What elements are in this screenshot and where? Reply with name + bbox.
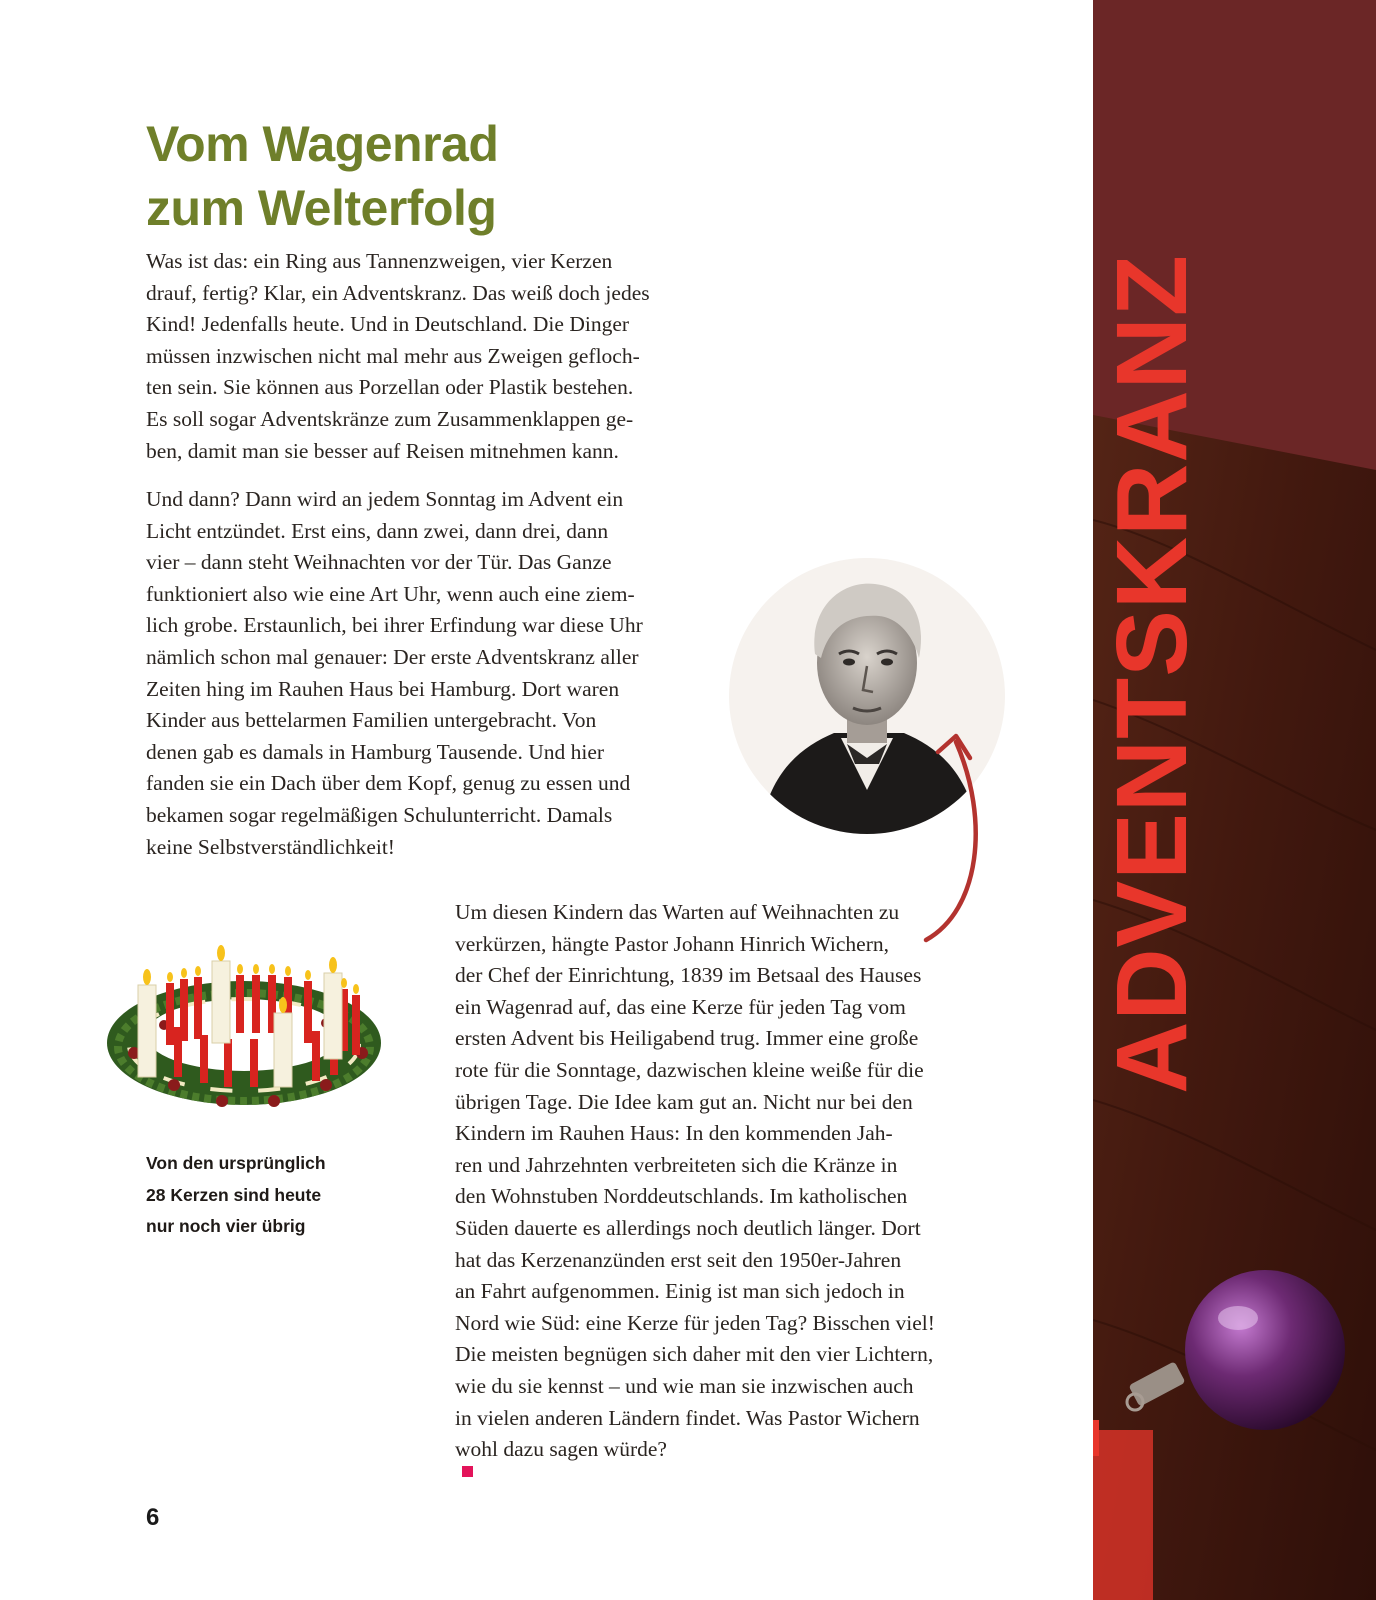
text-line: der Chef der Einrichtung, 1839 im Betsaal des Hauses bbox=[455, 963, 922, 988]
side-title: ADVENTSKRANZ bbox=[1096, 254, 1208, 1094]
page-number: 6 bbox=[146, 1504, 160, 1531]
article-headline bbox=[146, 112, 498, 240]
caption-line: Von den ursprünglich bbox=[146, 1153, 326, 1173]
text-line: Licht entzündet. Erst eins, dann zwei, dann drei, dann bbox=[146, 518, 609, 543]
text-line: lich grobe. Erstaunlich, bei ihrer Erfindung war diese Uhr bbox=[146, 613, 643, 638]
text-line: rote für die Sonntage, dazwischen kleine weiße für die bbox=[455, 1057, 924, 1082]
text-line: Nord wie Süd: eine Kerze für jeden Tag? Bisschen viel! bbox=[455, 1310, 935, 1335]
text-line: vier – dann steht Weihnachten vor der Tür. Das Ganze bbox=[146, 550, 612, 575]
text-line: Süden dauerte es allerdings noch deutlich länger. Dort bbox=[455, 1215, 921, 1240]
text-line: Es soll sogar Adventskränze zum Zusammenklappen ge- bbox=[146, 406, 634, 431]
text-line: drauf, fertig? Klar, ein Adventskranz. Das weiß doch jedes bbox=[146, 280, 650, 305]
text-line: ben, damit man sie besser auf Reisen mitnehmen kann. bbox=[146, 438, 619, 463]
paragraph-intro bbox=[146, 246, 650, 467]
text-line: ersten Advent bis Heiligabend trug. Immer eine große bbox=[455, 1026, 919, 1051]
text-line: Kind! Jedenfalls heute. Und in Deutschland. Die Dinger bbox=[146, 312, 630, 337]
text-line: bekamen sogar regelmäßigen Schulunterricht. Damals bbox=[146, 802, 613, 827]
text-line: funktioniert also wie eine Art Uhr, wenn auch eine ziem- bbox=[146, 581, 635, 606]
text-line: verkürzen, hängte Pastor Johann Hinrich Wichern, bbox=[455, 931, 889, 956]
text-line: fanden sie ein Dach über dem Kopf, genug zu essen und bbox=[146, 771, 631, 796]
text-line: hat das Kerzenanzünden erst seit den 1950er-Jahren bbox=[455, 1247, 902, 1272]
text-line: ten sein. Sie können aus Porzellan oder Plastik bestehen. bbox=[146, 375, 634, 400]
text-line: wie du sie kennst – und wie man sie inzwischen auch bbox=[455, 1373, 914, 1398]
text-line: Und dann? Dann wird an jedem Sonntag im Advent ein bbox=[146, 487, 624, 511]
text-line: müssen inzwischen nicht mal mehr aus Zweigen gefloch- bbox=[146, 343, 640, 368]
wreath-caption bbox=[146, 1148, 326, 1243]
text-line: Kinder aus bettelarmen Familien untergebracht. Von bbox=[146, 708, 597, 733]
paragraph-history bbox=[146, 484, 643, 863]
headline-line: Vom Wagenrad bbox=[146, 116, 499, 172]
text-line: übrigen Tage. Die Idee kam gut an. Nicht nur bei den bbox=[455, 1089, 913, 1114]
caption-line: 28 Kerzen sind heute bbox=[146, 1184, 322, 1205]
text-line-content: wohl dazu sagen würde? bbox=[455, 1437, 667, 1462]
text-line bbox=[455, 1434, 935, 1477]
text-line: in vielen anderen Ländern findet. Was Pastor Wichern bbox=[455, 1405, 920, 1430]
text-line: Die meisten begnügen sich daher mit den vier Lichtern, bbox=[455, 1342, 934, 1367]
text-line: denen gab es damals in Hamburg Tausende. Und hier bbox=[146, 739, 605, 764]
end-of-article-mark bbox=[462, 1466, 473, 1477]
headline-line: zum Welterfolg bbox=[146, 180, 497, 236]
advent-wreath-image bbox=[104, 935, 394, 1135]
text-line: an Fahrt aufgenommen. Einig ist man sich jedoch in bbox=[455, 1279, 905, 1304]
text-line: Kindern im Rauhen Haus: In den kommenden Jah- bbox=[455, 1121, 893, 1146]
paragraph-wichern bbox=[455, 897, 935, 1477]
text-line: den Wohnstuben Norddeutschlands. Im katholischen bbox=[455, 1184, 908, 1209]
text-line: Zeiten hing im Rauhen Haus bei Hamburg. Dort waren bbox=[146, 676, 620, 701]
text-line: Um diesen Kindern das Warten auf Weihnachten zu bbox=[455, 900, 900, 924]
text-line: ren und Jahrzehnten verbreiteten sich die Kränze in bbox=[455, 1152, 898, 1177]
text-line: ein Wagenrad auf, das eine Kerze für jeden Tag vom bbox=[455, 994, 906, 1019]
pointer-arrow-icon bbox=[900, 730, 995, 945]
text-line: nämlich schon mal genauer: Der erste Adventskranz aller bbox=[146, 644, 639, 669]
caption-line: nur noch vier übrig bbox=[146, 1216, 306, 1236]
text-line: keine Selbstverständlichkeit! bbox=[146, 834, 395, 859]
text-line: Was ist das: ein Ring aus Tannenzweigen, vier Kerzen bbox=[146, 249, 613, 273]
